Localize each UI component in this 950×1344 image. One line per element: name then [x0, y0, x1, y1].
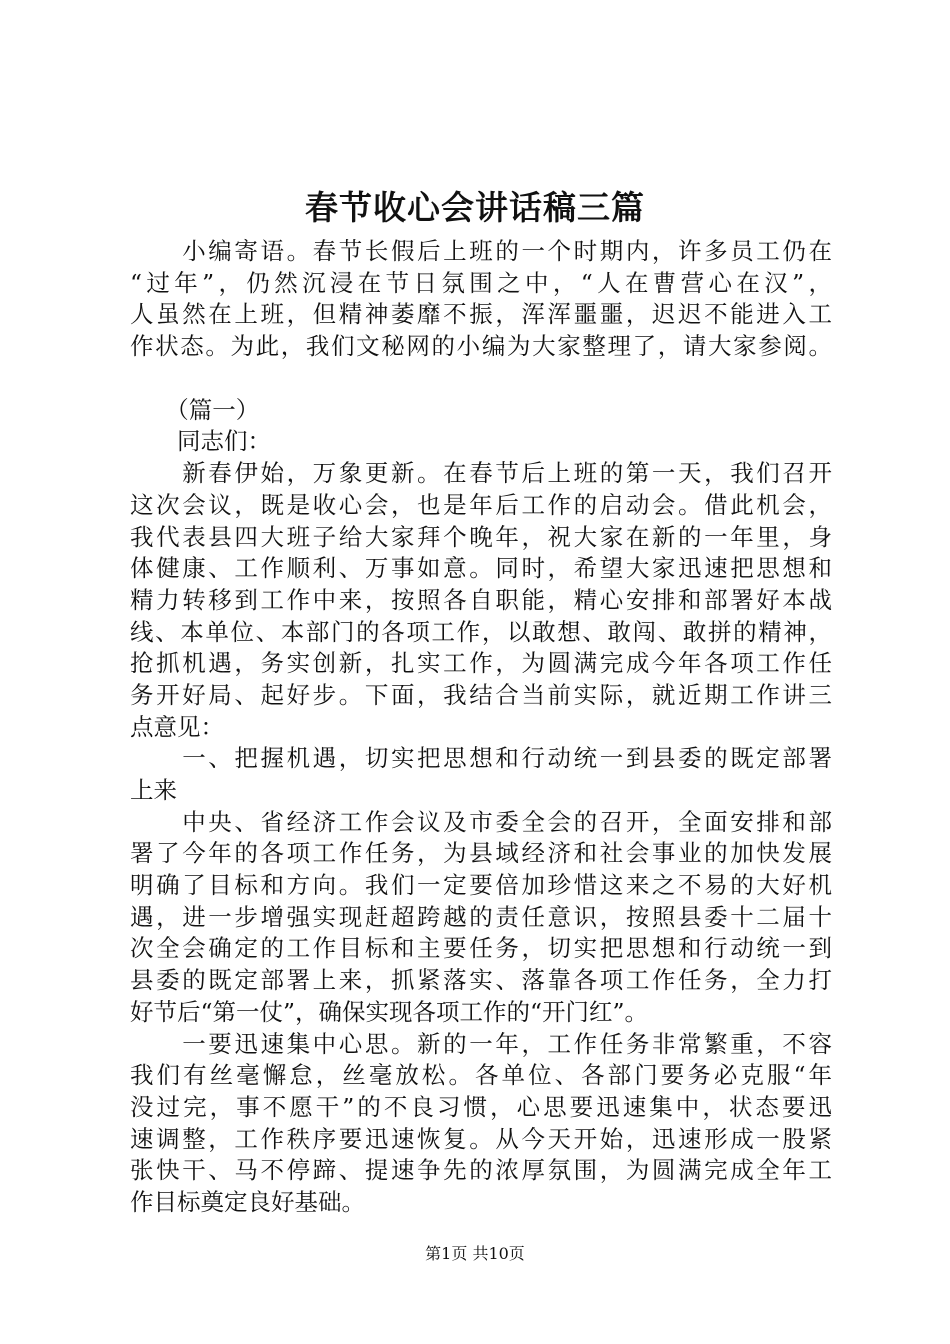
paragraph-line: 中央、省经济工作会议及市委全会的召开，全面安排和部	[130, 807, 832, 836]
section-label: （篇一）	[130, 395, 260, 424]
paragraph-line: 遇，进一步增强实现赶超跨越的责任意识，按照县委十二届十	[130, 902, 832, 931]
paragraph-line: 明确了目标和方向。我们一定要倍加珍惜这来之不易的大好机	[130, 871, 832, 900]
paragraph-focus	[130, 1029, 832, 1219]
section-heading-1	[130, 743, 832, 806]
paragraph-line: 一要迅速集中心思。新的一年，工作任务非常繁重，不容	[130, 1029, 832, 1058]
paragraph-line: 点意见：	[130, 712, 224, 741]
heading-line: 上来	[130, 776, 177, 804]
paragraph-context	[130, 807, 832, 1029]
paragraph-line: 速调整，工作秩序要迅速恢复。从今天开始，迅速形成一股紧	[130, 1124, 832, 1153]
paragraph-line: 我们有丝毫懈怠，丝毫放松。各单位、各部门要务必克服“年	[130, 1061, 832, 1090]
paragraph-line: 没过完，事不愿干”的不良习惯，心思要迅速集中，状态要迅	[130, 1092, 832, 1121]
paragraph-line: 署了今年的各项工作任务，为县域经济和社会事业的加快发展	[130, 839, 832, 868]
paragraph-line: 好节后“第一仗”，确保实现各项工作的“开门红”。	[130, 997, 649, 1026]
salutation: 同志们：	[130, 427, 271, 456]
intro-line: 作状态。为此，我们文秘网的小编为大家整理了，请大家参阅。	[130, 332, 832, 361]
paragraph-opening	[130, 458, 832, 743]
intro-paragraph	[130, 236, 832, 363]
intro-line: 人虽然在上班，但精神萎靡不振，浑浑噩噩，迟迟不能进入工	[130, 300, 832, 329]
paragraph-line: 张快干、马不停蹄、提速争先的浓厚氛围，为圆满完成全年工	[130, 1156, 832, 1185]
paragraph-line: 我代表县四大班子给大家拜个晚年，祝大家在新的一年里，身	[130, 522, 832, 551]
paragraph-line: 县委的既定部署上来，抓紧落实、落靠各项工作任务，全力打	[130, 966, 832, 995]
heading-line: 一、把握机遇，切实把思想和行动统一到县委的既定部署	[130, 744, 832, 773]
document-body	[130, 236, 832, 1219]
paragraph-line: 新春伊始，万象更新。在春节后上班的第一天，我们召开	[130, 459, 832, 488]
page-footer: 第1页 共10页	[425, 1244, 525, 1263]
paragraph-line: 务开好局、起好步。下面，我结合当前实际，就近期工作讲三	[130, 680, 832, 709]
paragraph-line: 体健康、工作顺利、万事如意。同时，希望大家迅速把思想和	[130, 554, 832, 583]
intro-line: 小编寄语。春节长假后上班的一个时期内，许多员工仍在	[130, 237, 832, 265]
paragraph-line: 作目标奠定良好基础。	[130, 1187, 365, 1216]
intro-line: “过年”，仍然沉浸在节日氛围之中，“人在曹营心在汉”，	[130, 268, 832, 297]
paragraph-line: 这次会议，既是收心会，也是年后工作的启动会。借此机会，	[130, 490, 832, 519]
paragraph-gap	[130, 363, 832, 395]
paragraph-line: 线、本单位、本部门的各项工作，以敢想、敢闯、敢拼的精神，	[130, 617, 832, 646]
paragraph-line: 次全会确定的工作目标和主要任务，切实把思想和行动统一到	[130, 934, 832, 963]
document-title: 春节收心会讲话稿三篇	[305, 188, 645, 227]
paragraph-line: 精力转移到工作中来，按照各自职能，精心安排和部署好本战	[130, 585, 832, 614]
paragraph-line: 抢抓机遇，务实创新，扎实工作，为圆满完成今年各项工作任	[130, 649, 832, 678]
